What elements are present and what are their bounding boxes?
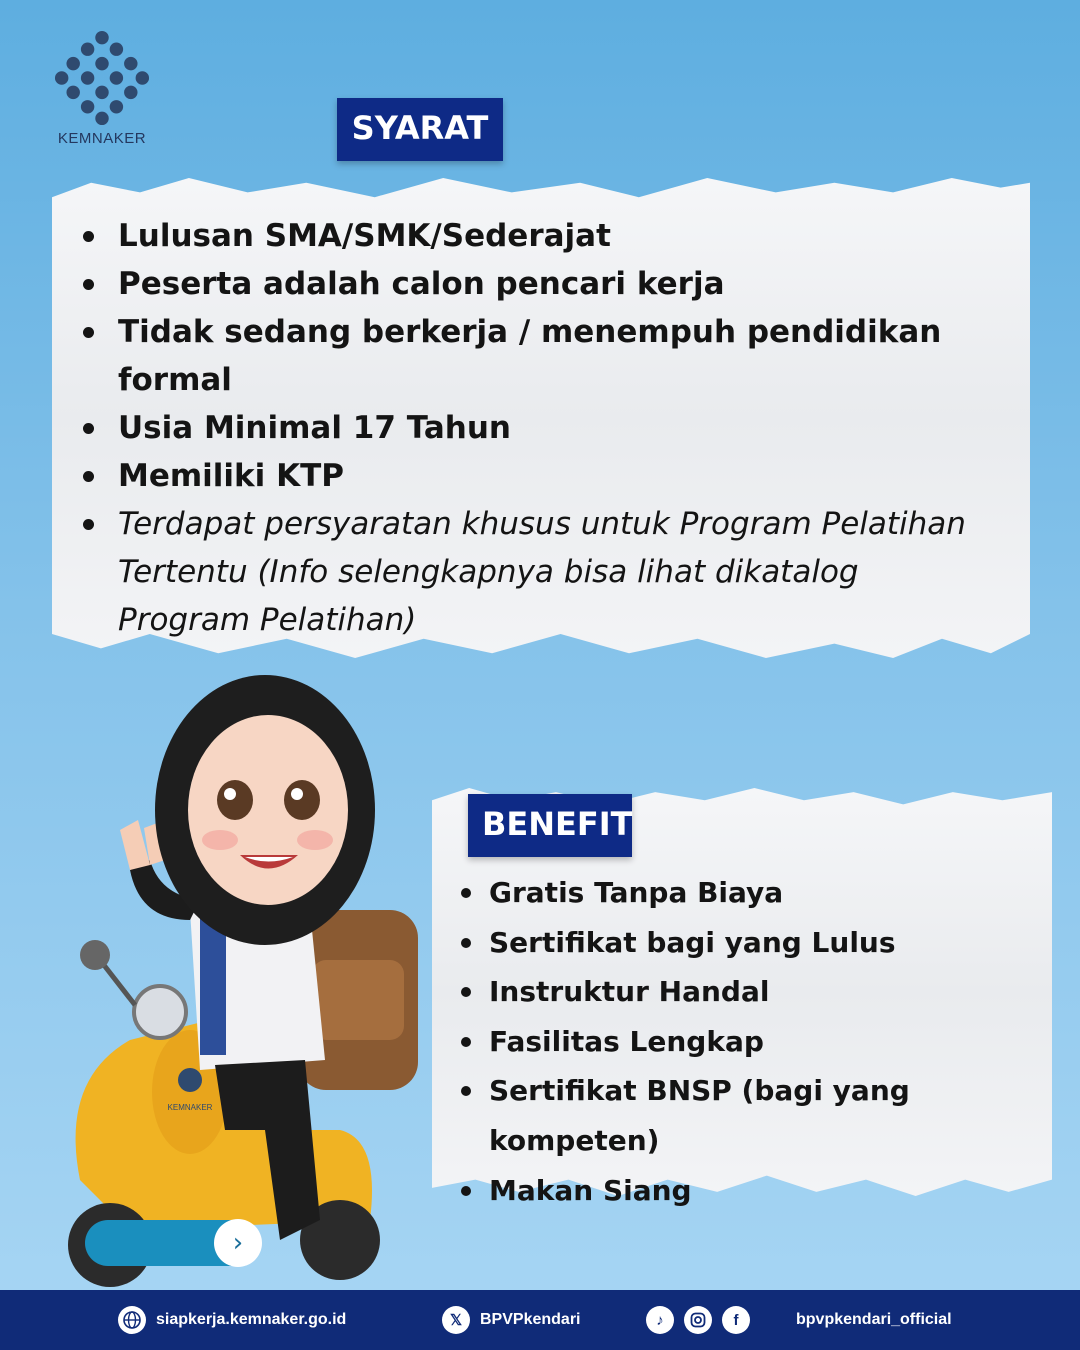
kemnaker-logo (52, 30, 152, 147)
list-item: Terdapat persyaratan khusus untuk Program Pelatihan Tertentu (Info selengkapnya bisa lihat dikatalog Program Pelatihan) (118, 500, 978, 644)
globe-icon (118, 1306, 146, 1334)
footer-website-text: siapkerja.kemnaker.go.id (156, 1311, 347, 1328)
scooter-girl-illustration (40, 660, 440, 1300)
benefit-list (489, 868, 1049, 1215)
syarat-list (118, 212, 978, 644)
benefit-title: BENEFIT (468, 794, 632, 857)
tiktok-icon: ♪ (646, 1306, 674, 1334)
list-item: Fasilitas Lengkap (489, 1017, 1049, 1067)
list-item: Sertifikat BNSP (bagi yang kompeten) (489, 1066, 1049, 1165)
list-item: Tidak sedang berkerja / menempuh pendidikan formal (118, 308, 978, 404)
instagram-icon (684, 1306, 712, 1334)
x-twitter-icon: 𝕏 (442, 1306, 470, 1334)
logo-text: KEMNAKER (57, 130, 147, 147)
footer-bar (0, 1290, 1080, 1350)
chevron-right-icon[interactable]: › (214, 1219, 262, 1267)
list-item: Usia Minimal 17 Tahun (118, 404, 978, 452)
syarat-title: SYARAT (337, 98, 503, 161)
facebook-icon: f (722, 1306, 750, 1334)
list-item: Memiliki KTP (118, 452, 978, 500)
list-item: Makan Siang (489, 1166, 1049, 1216)
list-item: Gratis Tanpa Biaya (489, 868, 1049, 918)
list-item: Instruktur Handal (489, 967, 1049, 1017)
footer-twitter[interactable] (442, 1305, 580, 1335)
footer-website[interactable] (118, 1305, 346, 1335)
scooter-badge-text: KEMNAKER (167, 1103, 213, 1112)
footer-social-handle[interactable] (796, 1305, 952, 1335)
kemnaker-logo-icon (54, 30, 150, 126)
list-item: Peserta adalah calon pencari kerja (118, 260, 978, 308)
footer-twitter-text: BPVPkendari (480, 1311, 581, 1328)
list-item: Lulusan SMA/SMK/Sederajat (118, 212, 978, 260)
list-item: Sertifikat bagi yang Lulus (489, 918, 1049, 968)
footer-social-icons[interactable] (646, 1305, 750, 1335)
footer-social-handle-text: bpvpkendari_official (796, 1311, 952, 1328)
